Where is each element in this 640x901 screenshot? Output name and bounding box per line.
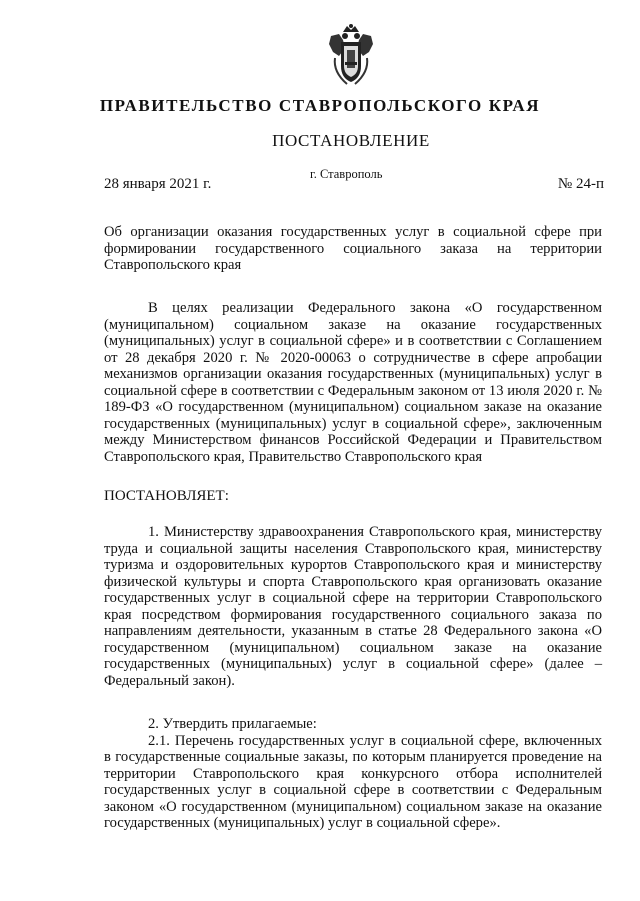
item-2-1-text: 2.1. Перечень государственных услуг в социальной сфере, включенных в государственные социальные заказы, по которым планируется проведение на территории Ставропольского края конкурсного отбора исполнителей государственных услуг в социальной сфере в соответствии с Федеральным законом «О государственном (муниципальном) социальном заказе на оказание государственных (муниципальных) услуг в социальной сфере». — [104, 732, 602, 831]
government-title: ПРАВИТЕЛЬСТВО СТАВРОПОЛЬСКОГО КРАЯ — [99, 96, 541, 115]
stavropol-coat-of-arms-icon — [327, 22, 375, 88]
document-subject: Об организации оказания государственных услуг в социальной сфере при формировании государственного социального заказа на территории Ставропольского края — [104, 224, 602, 274]
preamble-text: В целях реализации Федерального закона «О государственном (муниципальном) социальном заказе на оказание государственных (муниципальных) услуг в социальной сфере» и в соответствии с Соглашением от 28 декабря 2020 г. № 2020-00063 о сотрудничестве в сфере апробации механизмов организации оказания государственных (муниципальных) услуг в социальной сфере в соответствии с Федеральным законом от 13 июля 2020 г. № 189-ФЗ «О государственном (муниципальном) социальном заказе на оказание государственных (муниципальных) услуг в социальной сфере», заключенным между Министерством финансов Российской Федерации и Правительством Ставропольского края, Правительство Ставропольского края — [104, 300, 602, 465]
document-number: № 24-п — [557, 176, 604, 192]
document-type: ПОСТАНОВЛЕНИЕ — [272, 131, 430, 150]
document-date: 28 января 2021 г. — [104, 176, 212, 192]
resolves-heading: ПОСТАНОВЛЯЕТ: — [104, 488, 229, 504]
item-1-paragraph — [104, 524, 602, 689]
item-1-text: 1. Министерству здравоохранения Ставропольского края, министерству труда и социальной защиты населения Ставропольского края, министерству туризма и оздоровительных курортов Ставропольского края и министерству физической культуры и спорта Ставропольского края организовать оказание государственных услуг в социальной сфере на территории Ставропольского края посредством формирования государственного социального заказа по направлениям деятельности, указанным в статье 28 Федерального закона «О государственном (муниципальном) социальном заказе на оказание государственных (муниципальных) услуг в социальной сфере» (далее – Федеральный закон). — [104, 524, 602, 689]
item-2-text: 2. Утвердить прилагаемые: — [148, 716, 317, 732]
item-2-block — [104, 716, 602, 832]
preamble-paragraph — [104, 300, 602, 465]
document-city: г. Ставрополь — [310, 167, 383, 181]
